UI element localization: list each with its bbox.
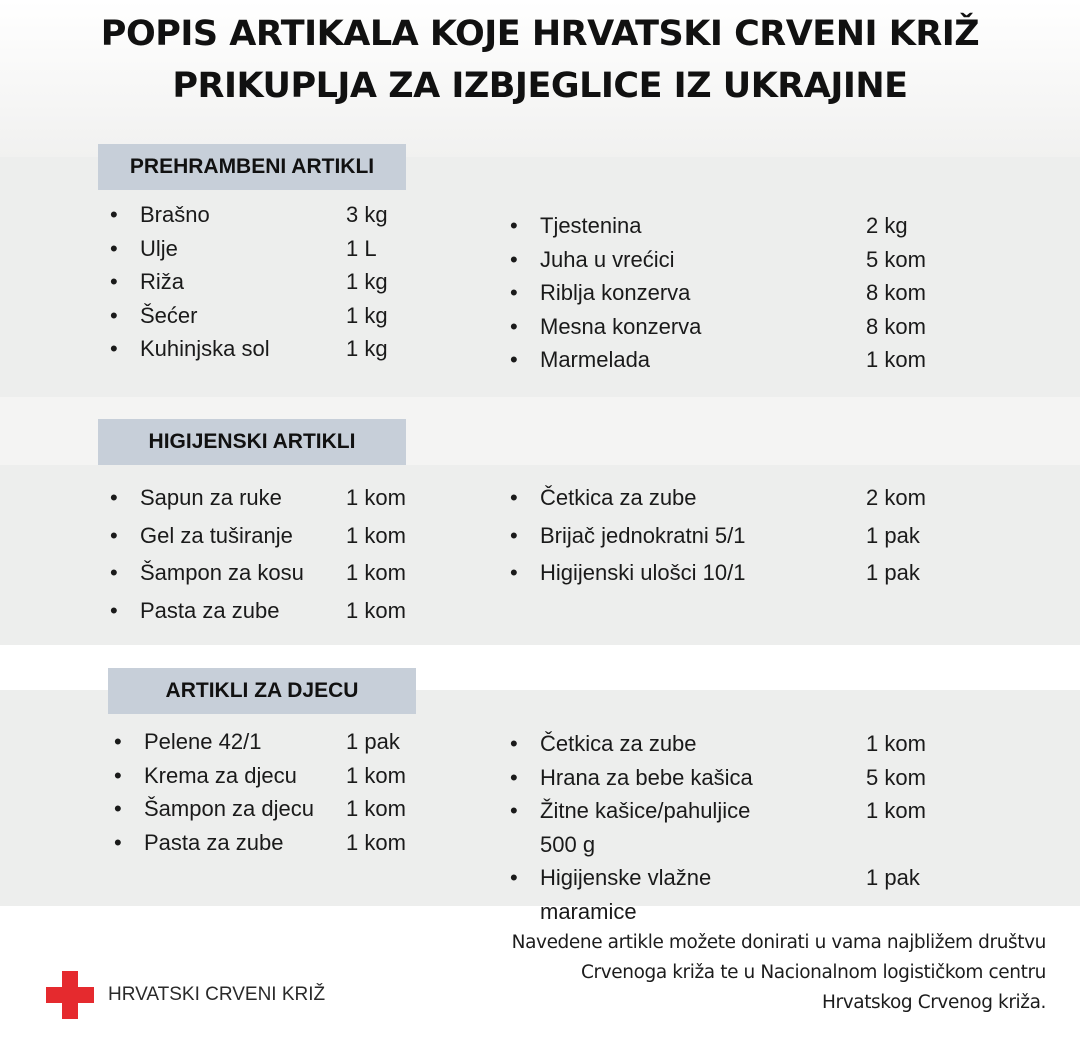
food-list-right bbox=[510, 211, 950, 379]
list-item bbox=[510, 278, 950, 312]
item-quantity: 1 kom bbox=[346, 522, 406, 548]
item-name: Pasta za zube bbox=[140, 597, 280, 623]
section-heading-hygiene: HIGIJENSKI ARTIKLI bbox=[98, 419, 406, 465]
list-item bbox=[110, 234, 410, 268]
item-name: Pelene 42/1 bbox=[144, 729, 262, 754]
item-quantity: 1 pak bbox=[866, 522, 920, 548]
logo-text: HRVATSKI CRVENI KRIŽ bbox=[108, 984, 326, 1005]
item-name: Hrana za bebe kašica bbox=[540, 764, 753, 790]
item-name: Riža bbox=[140, 269, 185, 295]
item-quantity: 5 kom bbox=[866, 764, 926, 790]
item-quantity: 5 kom bbox=[866, 246, 926, 272]
list-item bbox=[510, 345, 950, 379]
item-quantity: 1 kom bbox=[346, 597, 406, 623]
item-quantity: 1 kom bbox=[346, 796, 406, 822]
item-name: Kuhinjska sol bbox=[140, 336, 270, 362]
page-title bbox=[0, 8, 1080, 112]
kids-list-left bbox=[114, 727, 434, 861]
item-quantity: 1 pak bbox=[866, 865, 920, 891]
item-name: Juha u vrećici bbox=[540, 246, 675, 272]
red-cross-icon bbox=[46, 971, 94, 1019]
list-item bbox=[110, 301, 410, 335]
item-quantity: 1 pak bbox=[866, 560, 920, 585]
item-quantity: 2 kom bbox=[866, 485, 926, 510]
kids-list-right bbox=[510, 727, 950, 929]
item-quantity: 1 L bbox=[346, 235, 377, 261]
item-name: Pasta za zube bbox=[144, 829, 284, 855]
item-quantity: 1 kom bbox=[866, 798, 926, 824]
list-item bbox=[110, 334, 410, 368]
title-line-1: POPIS ARTIKALA KOJE HRVATSKI CRVENI KRIŽ bbox=[100, 14, 980, 54]
item-quantity: 1 kom bbox=[346, 560, 406, 585]
list-item bbox=[114, 727, 434, 761]
item-name: Četkica za zube bbox=[540, 485, 697, 510]
list-item bbox=[510, 727, 950, 761]
hygiene-list-right bbox=[510, 482, 950, 595]
list-item bbox=[510, 861, 950, 928]
title-line-2: PRIKUPLJA ZA IZBJEGLICE IZ UKRAJINE bbox=[172, 66, 908, 106]
red-cross-logo bbox=[46, 971, 325, 1019]
item-quantity: 8 kom bbox=[866, 280, 926, 306]
list-item bbox=[114, 761, 434, 795]
donation-note bbox=[386, 928, 1046, 1018]
list-item bbox=[110, 557, 430, 595]
item-quantity: 1 pak bbox=[346, 729, 400, 754]
item-name: Gel za tuširanje bbox=[140, 522, 293, 548]
note-line: Crvenoga križa te u Nacionalnom logističkom centru bbox=[580, 962, 1046, 983]
item-name: Šampon za kosu bbox=[140, 560, 304, 585]
item-quantity: 8 kom bbox=[866, 313, 926, 339]
item-name: Četkica za zube bbox=[540, 731, 697, 756]
item-name: Krema za djecu bbox=[144, 762, 297, 788]
list-item bbox=[110, 267, 410, 301]
list-item bbox=[510, 557, 950, 595]
list-item bbox=[510, 794, 950, 861]
note-line: Navedene artikle možete donirati u vama najbližem društvu bbox=[511, 932, 1046, 953]
list-item bbox=[510, 245, 950, 279]
item-quantity: 1 kg bbox=[346, 302, 388, 328]
food-list-left bbox=[110, 200, 410, 368]
hygiene-list-left bbox=[110, 482, 430, 632]
item-name: Higijenski ulošci 10/1 bbox=[540, 560, 746, 585]
item-quantity: 1 kom bbox=[346, 485, 406, 510]
list-item bbox=[110, 482, 430, 520]
item-name: Ulje bbox=[140, 235, 178, 261]
item-quantity: 3 kg bbox=[346, 202, 388, 227]
list-item bbox=[510, 312, 950, 346]
item-name: Sapun za ruke bbox=[140, 485, 282, 510]
item-name: Riblja konzerva bbox=[540, 280, 691, 306]
list-item bbox=[110, 595, 430, 633]
item-name: Mesna konzerva bbox=[540, 313, 702, 339]
item-quantity: 1 kom bbox=[866, 731, 926, 756]
item-name: Tjestenina bbox=[540, 213, 642, 238]
list-item bbox=[110, 520, 430, 558]
list-item bbox=[110, 200, 410, 234]
section-heading-food: PREHRAMBENI ARTIKLI bbox=[98, 144, 406, 190]
item-name: Marmelada bbox=[540, 347, 651, 373]
item-name: Brijač jednokratni 5/1 bbox=[540, 522, 746, 548]
item-quantity: 1 kom bbox=[346, 829, 406, 855]
item-quantity: 1 kg bbox=[346, 336, 388, 362]
item-quantity: 1 kg bbox=[346, 269, 388, 295]
item-name: Higijenske vlažne maramice bbox=[540, 865, 712, 924]
list-item bbox=[114, 828, 434, 862]
item-quantity: 2 kg bbox=[866, 213, 908, 238]
item-quantity: 1 kom bbox=[346, 762, 406, 788]
item-name: Šampon za djecu bbox=[144, 796, 314, 822]
note-line: Hrvatskog Crvenog križa. bbox=[822, 992, 1046, 1013]
item-quantity: 1 kom bbox=[866, 347, 926, 373]
item-name: Brašno bbox=[140, 202, 210, 227]
list-item bbox=[510, 520, 950, 558]
item-name: Žitne kašice/pahuljice 500 g bbox=[540, 798, 751, 857]
section-heading-kids: ARTIKLI ZA DJECU bbox=[108, 668, 416, 714]
list-item bbox=[114, 794, 434, 828]
item-name: Šećer bbox=[140, 302, 198, 328]
list-item bbox=[510, 482, 950, 520]
list-item bbox=[510, 211, 950, 245]
list-item bbox=[510, 761, 950, 795]
